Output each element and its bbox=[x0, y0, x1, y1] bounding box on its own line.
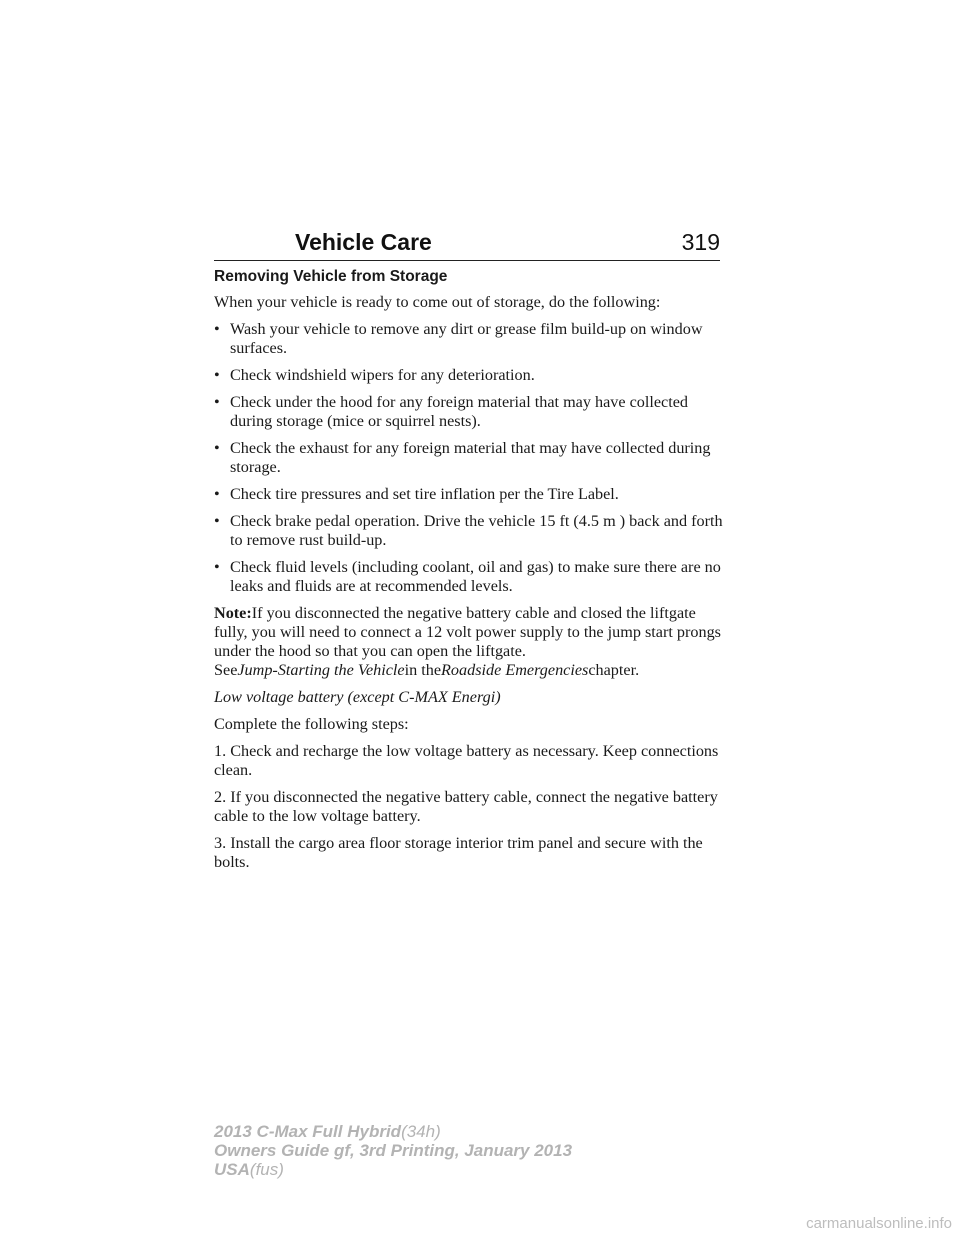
footer-model: 2013 C-Max Full Hybrid bbox=[214, 1122, 402, 1141]
subsection-heading: Low voltage battery (except C-MAX Energi) bbox=[214, 688, 501, 706]
bullet-icon: • bbox=[214, 439, 220, 457]
footer-line-1 bbox=[214, 1122, 572, 1141]
list-item bbox=[214, 439, 724, 477]
footer-line-3 bbox=[214, 1160, 572, 1179]
list-item bbox=[214, 393, 724, 431]
step-1: 1. Check and recharge the low voltage battery as necessary. Keep connections clean. bbox=[214, 742, 719, 779]
list-item-text: Check windshield wipers for any deterioration. bbox=[230, 366, 535, 384]
bullet-icon: • bbox=[214, 558, 220, 576]
list-item-text: Check fluid levels (including coolant, oil and gas) to make sure there are no leaks and fluids are at recommended levels. bbox=[230, 558, 721, 595]
bullet-icon: • bbox=[214, 512, 220, 530]
list-item-text: Check tire pressures and set tire inflation per the Tire Label. bbox=[230, 485, 619, 503]
bullet-icon: • bbox=[214, 393, 220, 411]
bullet-icon: • bbox=[214, 366, 220, 384]
footer-line-2: Owners Guide gf, 3rd Printing, January 2013 bbox=[214, 1141, 573, 1160]
list-item bbox=[214, 512, 724, 550]
roadside-emergencies-reference: Roadside Emergencies bbox=[441, 661, 589, 679]
section-intro: When your vehicle is ready to come out of storage, do the following: bbox=[214, 293, 661, 311]
list-item-text: Check the exhaust for any foreign material that may have collected during storage. bbox=[230, 439, 711, 476]
list-item-text: Check brake pedal operation. Drive the vehicle 15 ft (4.5 m ) back and forth to remove rust build-up. bbox=[230, 512, 723, 549]
footer-market: USA bbox=[214, 1160, 250, 1179]
list-item-text: Check under the hood for any foreign material that may have collected during storage (mice or squirrel nests). bbox=[230, 393, 689, 430]
list-item bbox=[214, 485, 724, 504]
list-item-text: Wash your vehicle to remove any dirt or grease film build-up on window surfaces. bbox=[230, 320, 703, 357]
watermark: carmanualsonline.info bbox=[806, 1215, 952, 1232]
storage-checklist bbox=[214, 320, 724, 596]
note-text: If you disconnected the negative battery cable and closed the liftgate fully, you will need to connect a 12 volt power supply to the jump start prongs under the hood so that you can open the liftgate. bbox=[214, 604, 721, 660]
page-number: 319 bbox=[681, 229, 720, 255]
note-label: Note: bbox=[214, 604, 252, 622]
list-item bbox=[214, 366, 724, 385]
page-header bbox=[214, 226, 720, 261]
chapter-text: chapter. bbox=[588, 661, 640, 679]
step-3: 3. Install the cargo area floor storage interior trim panel and secure with the bolts. bbox=[214, 834, 703, 871]
footer-model-code: (34h) bbox=[401, 1122, 441, 1141]
step-2: 2. If you disconnected the negative battery cable, connect the negative battery cable to the low voltage battery. bbox=[214, 788, 718, 825]
section-heading: Removing Vehicle from Storage bbox=[214, 268, 448, 285]
list-item bbox=[214, 320, 724, 358]
bullet-icon: • bbox=[214, 320, 220, 338]
footer-market-code: (fus) bbox=[249, 1160, 284, 1179]
bullet-icon: • bbox=[214, 485, 220, 503]
list-item bbox=[214, 558, 724, 596]
page-footer bbox=[214, 1122, 572, 1179]
jump-starting-reference: Jump-Starting the Vehicle bbox=[237, 661, 405, 679]
in-the-text: in the bbox=[404, 661, 442, 679]
page-body bbox=[214, 267, 724, 880]
chapter-title: Vehicle Care bbox=[295, 229, 432, 255]
subsection-intro: Complete the following steps: bbox=[214, 715, 409, 733]
see-text: See bbox=[214, 661, 238, 679]
note-paragraph bbox=[214, 604, 724, 680]
